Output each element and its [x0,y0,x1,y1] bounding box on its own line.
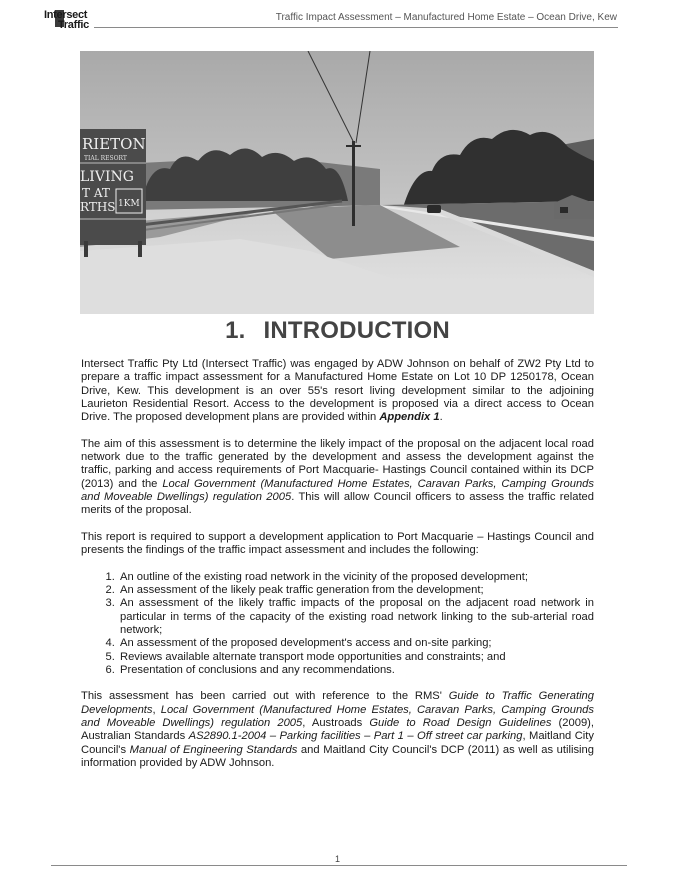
paragraph-text: (2009), Australian Standards [81,717,594,743]
appendix-reference: Appendix 1 [379,411,440,424]
reference-title: Guide to Road Design Guidelines [369,717,552,730]
section-title: INTRODUCTION [263,317,450,344]
reference-title: Guide to Traffic Generating Developments [81,690,595,716]
regulation-reference: Local Government (Manufactured Home Estates, Caravan Parks, Camping Grounds and Moveable Dwellings) regulation 2005 [81,477,594,503]
list-item: 6. Presentation of conclusions and any recommendations. [118,664,594,677]
reference-title: Local Government (Manufactured Home Estates, Caravan Parks, Camping Grounds and Moveable Dwellings) regulation 2005 [81,703,594,730]
site-photo [80,51,594,314]
paragraph-intro [81,358,594,424]
document-body [81,358,594,784]
section-heading [0,317,675,345]
footer-divider [51,865,627,866]
reference-title: Manual of Engineering Standards [129,743,298,756]
company-logo [44,9,96,31]
list-item: 1. An outline of the existing road network in the vicinity of the proposed development; [118,571,594,584]
paragraph-text: and Maitland City Council's DCP (2011) as well as utilising information provided by ADW Johnson. [81,743,594,769]
paragraph-aim [81,438,594,518]
sign-distance: 1KM [118,199,140,209]
paragraph-text: The aim of this assessment is to determine the likely impact of the proposal on the adjacent local road network due to the traffic generated by the development and assess the development against the traffic, parking and access requirements of Port Macquarie- Hastings Council contained within its DCP (2013) and the [81,437,594,490]
paragraph-text: Intersect Traffic Pty Ltd (Intersect Traffic) was engaged by ADW Johnson on behalf of ZW2 Pty Ltd to prepare a traffic impact assessment for a Manufactured Home Estate on Lot 10 DP 1250178, Ocean Drive, Kew. This development is an over 55's resort living development similar to the adjoining Laurieton Residential Resort. Access to the development is proposed via a direct access to Ocean Drive. The proposed development plans are provided within [81,358,594,424]
paragraph-text: . This will allow Council officers to assess the traffic related merits of the proposal. [81,490,594,517]
list-item: 3. An assessment of the likely traffic impacts of the proposal on the adjacent road network in particular in terms of the capacity of the existing road network linking to the sub-arterial road network; [118,597,594,637]
sign-text-line2: TIAL RESORT [84,155,127,162]
logo-text-line2: Traffic [58,19,89,31]
paragraph-text: , Maitland City Council's [81,730,594,756]
header-divider [94,27,618,28]
sign-text-line4: T AT [82,186,110,200]
page-number: 1 [334,854,340,864]
paragraph-text: , Austroads [302,717,370,730]
list-item: 4. An assessment of the proposed development's access and on-site parking; [118,637,594,650]
reference-title: AS2890.1-2004 – Parking facilities – Part 1 – Off street car parking [188,730,523,743]
section-number: 1. [225,317,246,344]
running-header-title: Traffic Impact Assessment – Manufactured Home Estate – Ocean Drive, Kew [275,12,617,23]
paragraph-references [81,690,594,770]
paragraph-text: This assessment has been carried out with reference to the RMS' [81,690,449,703]
paragraph-text: . [439,411,443,424]
logo-text-line1: Intersect [44,9,88,21]
paragraph-scope: This report is required to support a development application to Port Macquarie – Hastings Council and presents the findings of the traffic impact assessment and includes the following: [81,530,594,557]
scope-list [81,571,594,677]
sign-text-line5: RTHS [80,200,116,214]
list-item: 5. Reviews available alternate transport mode opportunities and constraints; and [118,651,594,664]
paragraph-text: , [152,703,161,716]
list-item: 2. An assessment of the likely peak traffic generation from the development; [118,584,594,597]
sign-text-line1: RIETON [82,135,146,153]
sign-text-line3: LIVING [80,169,134,185]
